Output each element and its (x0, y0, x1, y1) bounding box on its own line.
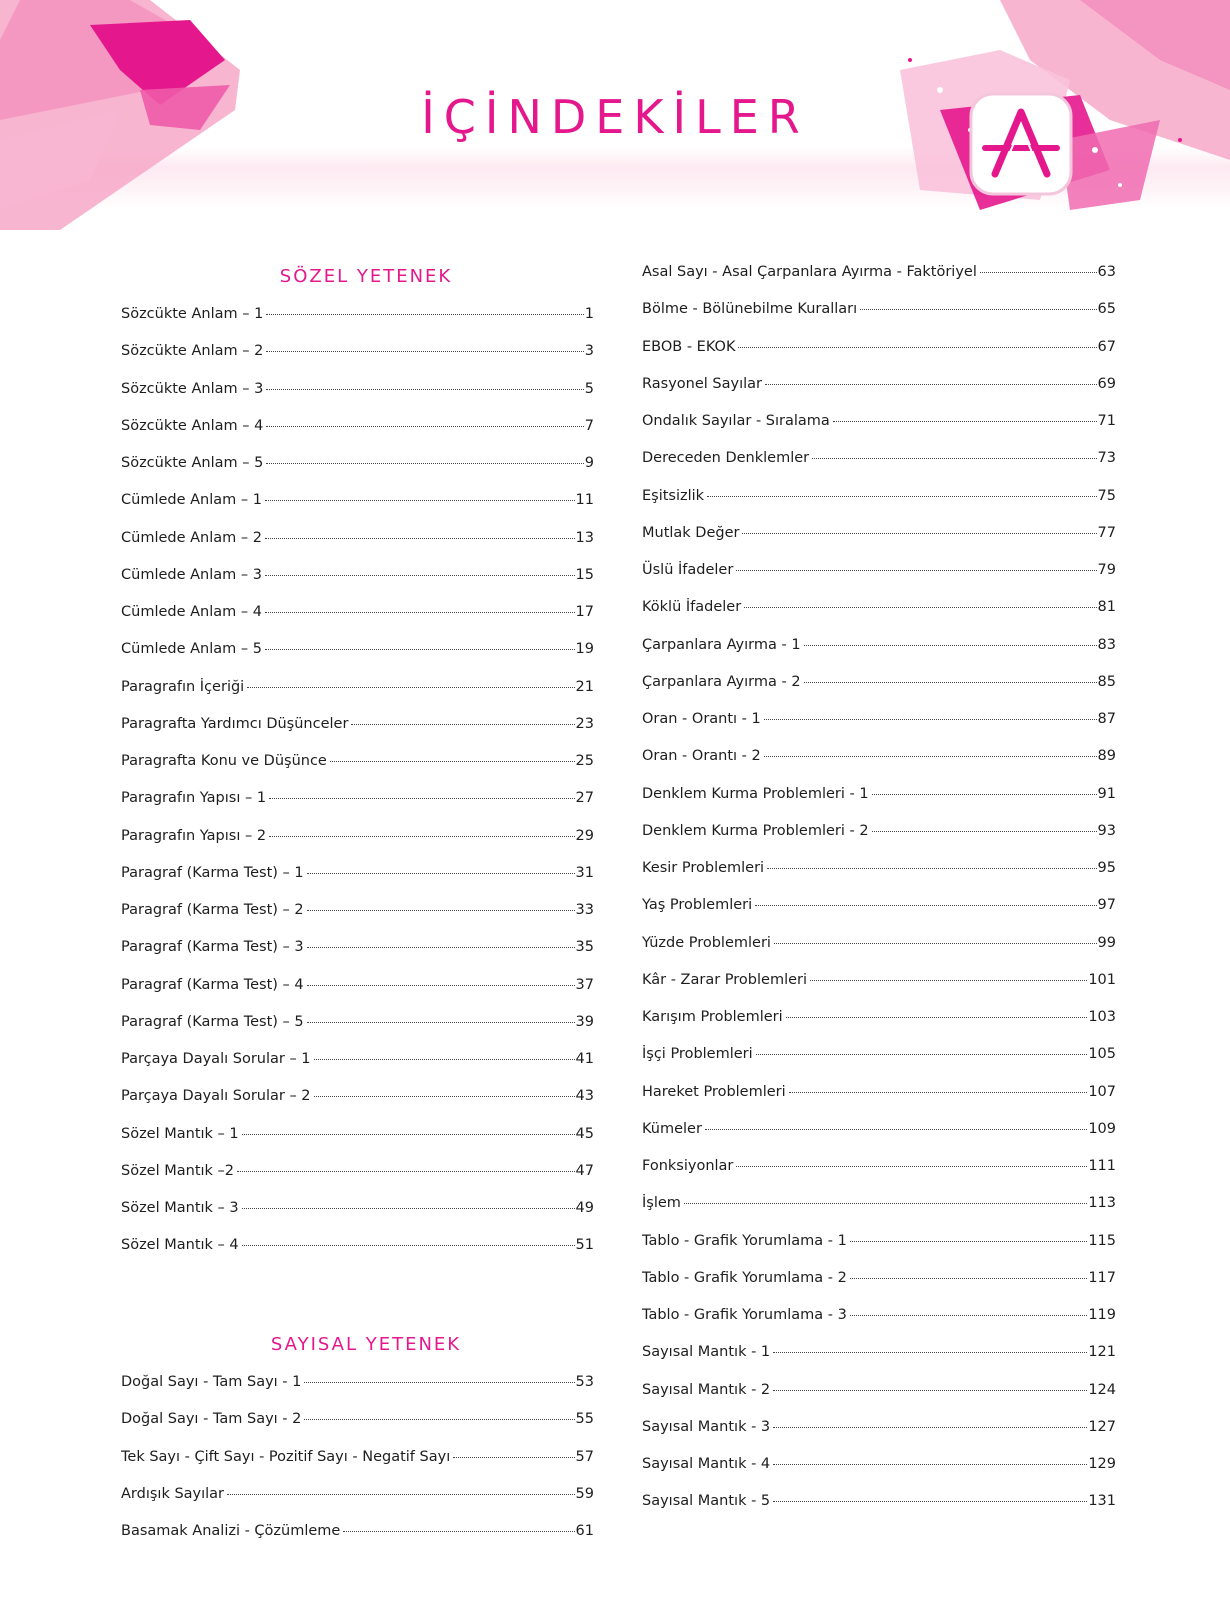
toc-entry-page: 45 (575, 1125, 594, 1142)
toc-entry (642, 1009, 1116, 1025)
toc-entry-page: 37 (575, 976, 594, 993)
toc-entry-page: 115 (1088, 1232, 1116, 1249)
toc-entry (642, 786, 1116, 802)
dot-leader (307, 985, 575, 986)
dot-leader (872, 794, 1097, 795)
toc-entry-label: Sözel Mantık – 3 (121, 1200, 239, 1216)
toc-entry-page: 111 (1088, 1158, 1116, 1174)
toc-entry (121, 1486, 594, 1502)
toc-entry-label: Doğal Sayı - Tam Sayı - 2 (121, 1411, 302, 1428)
toc-entry-page: 61 (575, 1523, 594, 1539)
toc-entry-page: 57 (575, 1448, 594, 1465)
toc-entry-label: Sözcükte Anlam – 1 (121, 306, 264, 322)
toc-entry-page: 39 (575, 1013, 594, 1030)
dot-leader (265, 612, 575, 613)
toc-entry (642, 1195, 1116, 1211)
toc-entry (121, 865, 594, 881)
toc-entry-label: Bölme - Bölünebilme Kuralları (642, 301, 858, 318)
toc-entry-label: Parçaya Dayalı Sorular – 2 (121, 1088, 311, 1105)
dot-leader (304, 1419, 574, 1420)
toc-entry-label: Eşitsizlik (642, 487, 705, 504)
toc-entry-label: Asal Sayı - Asal Çarpanlara Ayırma - Faktöriyel (642, 264, 977, 280)
toc-entry (642, 1307, 1116, 1323)
toc-entry-page: 103 (1088, 1009, 1116, 1025)
toc-entry-label: Ondalık Sayılar - Sıralama (642, 413, 830, 429)
dot-leader (265, 538, 575, 539)
dot-leader (773, 1390, 1087, 1391)
toc-entry-page: 53 (575, 1374, 594, 1390)
section-title-sayisal: SAYISAL YETENEK (270, 1334, 462, 1355)
toc-entry (642, 1344, 1116, 1360)
toc-entry-page: 23 (575, 715, 594, 732)
toc-entry (642, 301, 1116, 317)
toc-entry-page: 95 (1097, 860, 1116, 876)
toc-entry (642, 935, 1116, 951)
toc-entry (642, 339, 1116, 355)
toc-entry-page: 1 (584, 306, 594, 322)
toc-entry (642, 674, 1116, 690)
dot-leader (227, 1494, 575, 1495)
dot-leader (307, 910, 575, 911)
toc-entry-label: Paragraf (Karma Test) – 2 (121, 902, 304, 918)
toc-entry-label: Paragrafta Yardımcı Düşünceler (121, 715, 349, 732)
dot-leader (707, 496, 1096, 497)
toc-entry-page: 77 (1097, 524, 1116, 541)
dot-leader (738, 347, 1096, 348)
toc-entry-label: Sözcükte Anlam – 5 (121, 455, 264, 471)
toc-entry (121, 1051, 594, 1067)
toc-entry-page: 27 (575, 790, 594, 807)
dot-leader (860, 309, 1096, 310)
toc-entry-label: Basamak Analizi - Çözümleme (121, 1523, 341, 1539)
toc-entry-page: 5 (584, 380, 594, 397)
dot-leader (266, 426, 583, 427)
toc-entry-label: Köklü İfadeler (642, 599, 742, 616)
toc-entry (121, 716, 594, 732)
dot-leader (833, 421, 1097, 422)
toc-entry (121, 604, 594, 620)
toc-entry-label: Sözcükte Anlam – 2 (121, 343, 264, 360)
dot-leader (242, 1134, 575, 1135)
toc-entry (642, 972, 1116, 988)
dot-leader (307, 1022, 575, 1023)
toc-entry (642, 599, 1116, 615)
toc-entry-label: Çarpanlara Ayırma - 2 (642, 673, 801, 690)
dot-leader (980, 272, 1097, 273)
toc-entry (121, 1163, 594, 1179)
dot-leader (330, 761, 575, 762)
toc-entry-page: 51 (575, 1237, 594, 1254)
toc-entry-label: Cümlede Anlam – 5 (121, 641, 262, 658)
toc-entry (642, 897, 1116, 913)
toc-entry (642, 376, 1116, 392)
toc-entry-page: 107 (1088, 1083, 1116, 1100)
dot-leader (265, 575, 575, 576)
toc-entry-label: Kâr - Zarar Problemleri (642, 971, 808, 988)
dot-leader (314, 1059, 575, 1060)
toc-entry-page: 33 (575, 902, 594, 918)
toc-entry-page: 105 (1088, 1046, 1116, 1063)
toc-entry (642, 1456, 1116, 1472)
toc-entry-label: Oran - Orantı - 1 (642, 711, 761, 727)
dot-leader (705, 1129, 1087, 1130)
toc-entry-page: 21 (575, 678, 594, 695)
toc-entry-page: 59 (575, 1485, 594, 1502)
toc-entry-page: 41 (575, 1051, 594, 1067)
toc-entry (642, 488, 1116, 504)
dot-leader (850, 1315, 1088, 1316)
dot-leader (265, 649, 575, 650)
toc-entry-label: Cümlede Anlam – 1 (121, 492, 262, 509)
toc-entry-page: 55 (575, 1411, 594, 1428)
toc-entry (642, 1419, 1116, 1435)
toc-entry-page: 49 (575, 1200, 594, 1216)
toc-entry-page: 13 (575, 529, 594, 546)
toc-entry (121, 418, 594, 434)
toc-entry-page: 9 (584, 455, 594, 471)
toc-entry-page: 101 (1088, 971, 1116, 988)
toc-entry (121, 679, 594, 695)
toc-entry-label: EBOB - EKOK (642, 338, 736, 355)
page-title: İÇİNDEKİLER (421, 90, 809, 144)
toc-entry-label: Hareket Problemleri (642, 1083, 786, 1100)
dot-leader (307, 947, 575, 948)
dot-leader (804, 645, 1097, 646)
toc-entry (642, 1493, 1116, 1509)
toc-entry-label: Paragrafta Konu ve Düşünce (121, 753, 327, 769)
toc-entry-page: 81 (1097, 599, 1116, 616)
dot-leader (269, 836, 574, 837)
toc-entry-label: Yaş Problemleri (642, 897, 753, 914)
toc-entry-label: Üslü İfadeler (642, 562, 734, 578)
toc-entry-page: 89 (1097, 748, 1116, 765)
toc-entry-label: Parçaya Dayalı Sorular – 1 (121, 1051, 311, 1067)
toc-entry-label: Paragraf (Karma Test) – 4 (121, 976, 304, 993)
toc-entry (121, 455, 594, 471)
toc-entry-page: 109 (1088, 1120, 1116, 1137)
toc-entry (121, 1374, 594, 1390)
toc-entry (121, 381, 594, 397)
toc-entry-page: 47 (575, 1162, 594, 1179)
dot-leader (266, 463, 583, 464)
toc-entry-label: Paragrafın Yapısı – 1 (121, 790, 267, 807)
toc-entry-label: Cümlede Anlam – 4 (121, 604, 262, 620)
toc-entry-label: Oran - Orantı - 2 (642, 748, 761, 765)
toc-entry (642, 1084, 1116, 1100)
toc-entry (121, 343, 594, 359)
toc-entry-page: 99 (1097, 934, 1116, 951)
toc-entry (121, 641, 594, 657)
toc-entry (121, 1411, 594, 1427)
toc-entry-label: Sayısal Mantık - 1 (642, 1344, 771, 1361)
toc-entry-label: Sayısal Mantık - 2 (642, 1381, 771, 1398)
toc-entry-page: 15 (575, 566, 594, 583)
toc-entry-label: Sözel Mantık –2 (121, 1162, 235, 1179)
dot-leader (269, 798, 574, 799)
toc-entry (642, 823, 1116, 839)
dot-leader (453, 1457, 574, 1458)
toc-entry (642, 1121, 1116, 1137)
toc-entry-label: Ardışık Sayılar (121, 1485, 225, 1502)
toc-entry (121, 939, 594, 955)
dot-leader (774, 943, 1097, 944)
dot-leader (266, 389, 583, 390)
dot-leader (764, 719, 1097, 720)
toc-entry-page: 65 (1097, 301, 1116, 318)
toc-entry-page: 117 (1088, 1269, 1116, 1286)
toc-entry (121, 567, 594, 583)
dot-leader (767, 868, 1096, 869)
toc-entry-label: Paragrafın Yapısı – 2 (121, 827, 267, 844)
toc-entry-label: Denklem Kurma Problemleri - 1 (642, 785, 869, 802)
toc-entry-label: Paragraf (Karma Test) – 1 (121, 864, 304, 881)
toc-entry-label: Kümeler (642, 1120, 702, 1137)
toc-entry-page: 73 (1097, 450, 1116, 467)
toc-entry-page: 29 (575, 827, 594, 844)
toc-entry (121, 1126, 594, 1142)
toc-entry (121, 828, 594, 844)
toc-entry-page: 63 (1097, 264, 1116, 280)
toc-entry (121, 753, 594, 769)
toc-entry-label: Tablo - Grafik Yorumlama - 2 (642, 1269, 847, 1286)
dot-leader (786, 1017, 1088, 1018)
dot-leader (314, 1096, 575, 1097)
dot-leader (736, 1166, 1087, 1167)
toc-entry-label: Dereceden Denklemler (642, 450, 810, 467)
toc-entry-page: 127 (1088, 1418, 1116, 1435)
toc-entry-page: 85 (1097, 673, 1116, 690)
toc-entry-page: 11 (575, 492, 594, 509)
toc-entry (642, 413, 1116, 429)
toc-entry-label: Sayısal Mantık - 4 (642, 1456, 771, 1472)
toc-entry-page: 67 (1097, 338, 1116, 355)
toc-entry-label: Kesir Problemleri (642, 860, 765, 876)
toc-entry-label: Paragraf (Karma Test) – 5 (121, 1013, 304, 1030)
toc-entry-label: Sözcükte Anlam – 3 (121, 380, 264, 397)
toc-entry-label: Tek Sayı - Çift Sayı - Pozitif Sayı - Negatif Sayı (121, 1448, 451, 1465)
dot-leader (242, 1208, 575, 1209)
toc-entry-label: Sözel Mantık – 4 (121, 1237, 239, 1254)
toc-entry (642, 1382, 1116, 1398)
toc-entry-label: Denklem Kurma Problemleri - 2 (642, 822, 869, 839)
toc-entry-label: Paragraf (Karma Test) – 3 (121, 939, 304, 956)
toc-entry (121, 1449, 594, 1465)
toc-entry-page: 19 (575, 641, 594, 658)
toc-entry-label: Paragrafın İçeriği (121, 678, 245, 695)
toc-entry-label: Mutlak Değer (642, 524, 740, 541)
dot-leader (755, 905, 1096, 906)
dot-leader (810, 980, 1087, 981)
toc-entry-page: 87 (1097, 711, 1116, 727)
toc-entry-label: Karışım Problemleri (642, 1009, 783, 1025)
dot-leader (764, 756, 1097, 757)
dot-leader (247, 687, 574, 688)
toc-entry-label: Doğal Sayı - Tam Sayı - 1 (121, 1374, 302, 1390)
toc-entry-page: 3 (584, 343, 594, 360)
toc-entry-page: 129 (1088, 1456, 1116, 1472)
dot-leader (850, 1278, 1088, 1279)
toc-entry-page: 71 (1097, 413, 1116, 429)
toc-entry (642, 860, 1116, 876)
dot-leader (756, 1054, 1088, 1055)
dot-leader (736, 570, 1096, 571)
toc-entry (642, 637, 1116, 653)
toc-entry-label: İşçi Problemleri (642, 1046, 753, 1063)
toc-entry (642, 264, 1116, 280)
dot-leader (237, 1171, 575, 1172)
toc-entry-label: Tablo - Grafik Yorumlama - 3 (642, 1307, 847, 1323)
toc-entry-label: Sözcükte Anlam – 4 (121, 417, 264, 434)
toc-entry (642, 1158, 1116, 1174)
dot-leader (343, 1531, 574, 1532)
section-title-sozel: SÖZEL YETENEK (279, 266, 453, 287)
toc-entry (121, 902, 594, 918)
toc-entry-label: Sayısal Mantık - 5 (642, 1493, 771, 1510)
toc-entry-page: 43 (575, 1088, 594, 1105)
dot-leader (304, 1382, 574, 1383)
toc-entry (121, 977, 594, 993)
toc-entry-page: 83 (1097, 636, 1116, 653)
dot-leader (812, 458, 1096, 459)
toc-entry (121, 530, 594, 546)
toc-entry-label: Cümlede Anlam – 2 (121, 529, 262, 546)
toc-entry-page: 131 (1088, 1493, 1116, 1510)
dot-leader (773, 1352, 1087, 1353)
toc-entry (121, 1237, 594, 1253)
toc-entry-page: 35 (575, 939, 594, 956)
toc-entry (121, 1200, 594, 1216)
toc-entry (121, 492, 594, 508)
toc-entry-page: 69 (1097, 375, 1116, 392)
dot-leader (850, 1241, 1088, 1242)
toc-entry-label: Çarpanlara Ayırma - 1 (642, 636, 801, 653)
dot-leader (789, 1092, 1088, 1093)
toc-entry (642, 711, 1116, 727)
toc-entry-label: Sözel Mantık – 1 (121, 1125, 239, 1142)
toc-entry (121, 1014, 594, 1030)
toc-entry-label: Yüzde Problemleri (642, 934, 771, 951)
toc-entry-label: Rasyonel Sayılar (642, 375, 762, 392)
dot-leader (684, 1203, 1087, 1204)
dot-leader (804, 682, 1097, 683)
dot-leader (266, 314, 583, 315)
dot-leader (773, 1464, 1087, 1465)
dot-leader (765, 384, 1097, 385)
toc-entry-page: 97 (1097, 897, 1116, 914)
toc-entry-page: 124 (1088, 1381, 1116, 1398)
toc-entry (642, 450, 1116, 466)
dot-leader (773, 1501, 1087, 1502)
toc-entry (642, 1233, 1116, 1249)
toc-entry-page: 75 (1097, 487, 1116, 504)
toc-entry-page: 79 (1097, 562, 1116, 578)
toc-entry (642, 562, 1116, 578)
toc-entry (121, 1088, 594, 1104)
dot-leader (351, 724, 574, 725)
toc-entry-label: Cümlede Anlam – 3 (121, 566, 262, 583)
toc-entry-page: 121 (1088, 1344, 1116, 1361)
toc-entry (121, 306, 594, 322)
toc-entry-label: Fonksiyonlar (642, 1158, 734, 1174)
dot-leader (773, 1427, 1087, 1428)
toc-entry-page: 17 (575, 604, 594, 620)
toc-entry-label: Tablo - Grafik Yorumlama - 1 (642, 1232, 847, 1249)
toc-entry (642, 525, 1116, 541)
toc-entry-page: 7 (584, 417, 594, 434)
dot-leader (242, 1245, 575, 1246)
dot-leader (265, 500, 575, 501)
toc-entry (642, 1270, 1116, 1286)
toc-entry-page: 31 (575, 864, 594, 881)
toc-entry-page: 119 (1088, 1307, 1116, 1323)
dot-leader (742, 533, 1096, 534)
toc-entry-page: 25 (575, 753, 594, 769)
toc-entry-page: 93 (1097, 822, 1116, 839)
dot-leader (307, 873, 575, 874)
dot-leader (872, 831, 1097, 832)
toc-entry-label: Sayısal Mantık - 3 (642, 1418, 771, 1435)
toc-entry-page: 113 (1088, 1195, 1116, 1212)
toc-entry (121, 790, 594, 806)
toc-entry (642, 748, 1116, 764)
toc-entry (121, 1523, 594, 1539)
dot-leader (266, 351, 583, 352)
dot-leader (744, 607, 1096, 608)
toc-entry (642, 1046, 1116, 1062)
toc-entry-page: 91 (1097, 785, 1116, 802)
toc-entry-label: İşlem (642, 1195, 681, 1212)
